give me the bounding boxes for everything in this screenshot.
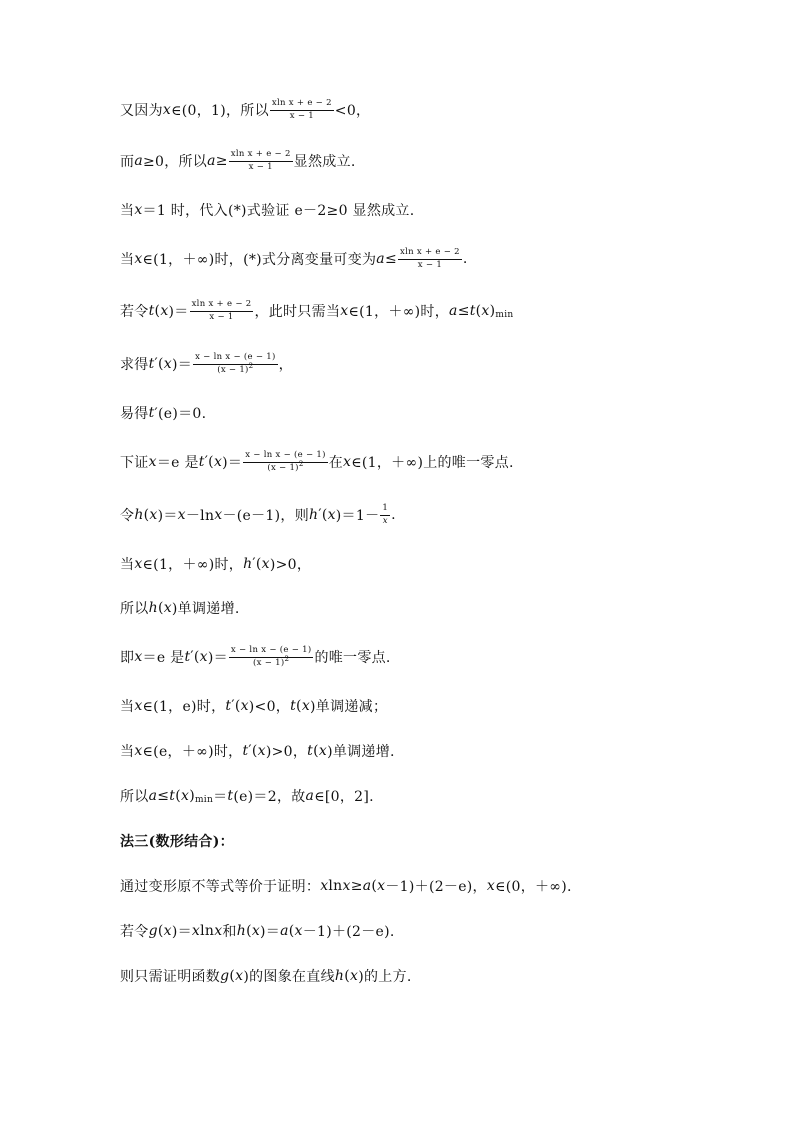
text: 当 [120,744,135,760]
var: t [184,649,191,665]
text: ＝ [213,789,228,805]
text: 法三(数形结合)： [120,834,234,850]
text: 易得 [120,406,149,422]
fraction-numerator: xln x + e − 2 [190,300,254,312]
text: ( [157,600,164,616]
text: ′( [190,649,200,665]
line-5 [120,291,514,331]
line-17 [120,866,572,906]
superscript: 2 [284,654,290,663]
var: x [251,923,261,939]
var: x [294,923,303,939]
text: ≤ [384,251,397,267]
var: x [235,968,244,984]
text: ( [344,968,350,984]
var: h [334,968,345,984]
text: ( [475,303,482,319]
fraction-numerator: xln x + e − 2 [270,99,334,111]
fraction [398,248,462,271]
text: ′( [318,507,328,523]
text: ′( [252,556,262,572]
text: －1)＋(2－e)， [385,879,487,895]
text: 即 [120,650,135,666]
var: h [134,507,144,523]
text: )单调递减； [310,699,388,715]
line-9 [120,495,396,535]
text: )单调递增. [327,744,395,760]
line-3 [120,190,414,230]
var: t [148,356,155,372]
var: t [290,698,297,714]
var: x [134,202,143,218]
var: x [214,923,223,939]
var: x [134,698,143,714]
var: x [481,303,490,319]
text: ( [175,788,181,804]
var: a [134,153,143,169]
text: 若令 [120,924,149,940]
text: 的唯一零点. [314,650,391,666]
text: ( [296,698,302,714]
text: )＝ [168,304,189,320]
text: 在 [328,455,344,471]
fraction-denominator [215,361,255,376]
fraction-numerator: x − ln x − (e − 1) [229,646,314,658]
text: )＝1－ [335,508,380,524]
superscript: 2 [298,459,304,468]
text: 当 [120,557,135,573]
var: x [301,698,311,714]
var: t [242,743,249,759]
var: t [198,454,205,470]
fraction [229,646,314,669]
text: <0， [334,103,371,119]
text: ∈(e，＋∞)时， [142,744,243,760]
var: a [449,303,458,319]
var: x [342,878,351,894]
text: . [391,507,396,523]
text: 下证 [120,455,149,471]
text: ≥0，所以 [142,154,208,170]
text: 当 [120,699,135,715]
var: t [307,743,314,759]
text: )<0， [248,699,291,715]
var: h [309,507,319,523]
text: 又因为 [120,103,163,119]
var: h [148,600,158,616]
var: x [350,968,359,984]
text: ′( [248,743,258,759]
text: 所以 [120,789,149,805]
text: (e)＝2，故 [233,789,306,805]
line-14 [120,731,395,771]
line-1 [120,90,370,130]
denominator-base: (x − 1) [217,364,249,375]
text: ( [143,507,150,523]
text: ＝e 是 [156,455,199,471]
var: t [169,788,176,804]
subscript: min [495,310,514,320]
var: t [227,788,234,804]
var: x [181,788,190,804]
text: ( [371,878,378,894]
line-13 [120,686,387,726]
var: a [362,878,372,894]
section-heading [120,821,234,861]
text: ∈(1，e)时， [142,699,226,715]
var: x [163,923,172,939]
text: )>0， [269,557,312,573]
var: h [236,923,247,939]
text: )单调递增. [171,601,240,617]
fraction-numerator: xln x + e − 2 [398,248,462,260]
text: ， [278,357,293,373]
text: ′( [154,356,164,372]
denominator-base: (x − 1) [267,462,299,473]
text: 令 [120,508,135,524]
var: x [134,556,143,572]
fraction [243,451,328,474]
text: 则只需证明函数 [120,969,221,985]
text: ＝1 时，代入(*)式验证 e－2≥0 显然成立. [142,203,415,219]
text: ∈(1，＋∞)时， [142,557,244,573]
text: )＝ [260,924,281,940]
text: ( [313,743,319,759]
line-8 [120,442,514,482]
text: ≥ [350,878,363,894]
var: x [343,454,352,470]
var: x [163,600,172,616]
text: 而 [120,154,135,170]
text: －(e－1)，则 [222,508,310,524]
var: x [199,649,208,665]
line-19 [120,956,412,996]
fraction [380,504,390,527]
text: ′(e)＝0. [154,406,207,422]
fraction [193,353,278,376]
var: x [261,556,270,572]
text: ( [229,968,236,984]
var: x [160,303,169,319]
line-15 [120,776,374,816]
line-7 [120,393,206,433]
line-11 [120,588,240,628]
var: x [486,878,496,894]
text: ∈(1，＋∞)时， [348,304,450,320]
text: 当 [120,252,135,268]
fraction-numerator: xln x + e − 2 [229,150,293,162]
var: g [220,968,230,984]
var: x [134,743,143,759]
text: 显然成立. [293,154,356,170]
fraction-numerator: x − ln x − (e − 1) [193,353,278,365]
var: x [163,356,172,372]
text: )＝ [207,650,228,666]
line-2 [120,141,356,181]
text: )＝ [171,924,192,940]
var: x [340,303,349,319]
var: a [207,153,216,169]
line-4 [120,239,468,279]
var: g [148,923,158,939]
text: ∈(1，＋∞)时，(*)式分离变量可变为 [142,252,377,268]
fraction [270,99,334,122]
var: x [327,507,336,523]
text: ，此时只需当 [254,304,341,320]
var: a [280,923,289,939]
text: ∈(0，1)，所以 [171,103,269,119]
denominator-base: (x − 1) [253,657,285,668]
text: ∈(0，＋∞). [495,879,572,895]
var: x [240,698,249,714]
var: t [148,405,155,421]
text: )＝ [157,508,178,524]
fraction-denominator: x − 1 [289,110,314,121]
text: ln [328,878,343,894]
text: ( [154,303,161,319]
var: x [257,743,266,759]
var: x [149,507,158,523]
text: )＝ [222,455,243,471]
var: x [318,743,328,759]
text: )>0， [265,744,308,760]
var: t [148,303,155,319]
text: ≤ [457,303,470,319]
line-10 [120,544,311,584]
subscript: min [194,795,214,805]
fraction-denominator: x − 1 [417,259,443,270]
fraction-denominator: x − 1 [248,161,273,172]
text: . [462,251,468,267]
var: t [225,698,232,714]
var: a [305,788,315,804]
text: ( [246,923,252,939]
var: x [148,454,157,470]
var: a [148,788,158,804]
var: x [320,878,329,894]
text: ) [189,788,195,804]
var: x [134,251,143,267]
text: ) [489,303,496,319]
fraction-denominator: x [382,515,388,526]
fraction-numerator: x − ln x − (e − 1) [243,451,328,463]
fraction-denominator [265,459,305,474]
text: ∈[0，2]. [314,789,374,805]
var: t [469,303,476,319]
text: －ln [185,508,215,524]
var: x [214,507,223,523]
var: a [376,251,385,267]
text: ln [200,923,215,939]
text: ＝e 是 [142,650,185,666]
text: 求得 [120,357,149,373]
text: )的上方. [358,969,412,985]
text: 通过变形原不等式等价于证明： [120,879,321,895]
var: x [177,507,186,523]
fraction-denominator: x − 1 [209,311,234,322]
fraction [190,300,254,323]
text: )＝ [172,357,193,373]
text: －1)＋(2－e). [302,924,395,940]
text: ( [288,923,295,939]
text: ′( [204,454,214,470]
text: ≤ [157,788,170,804]
var: x [162,102,172,118]
text: 当 [120,203,135,219]
superscript: 2 [248,361,254,370]
line-6 [120,344,293,384]
text: ≥ [215,153,228,169]
text: )的图象在直线 [243,969,335,985]
text: ( [157,923,164,939]
text: ∈(1，＋∞)上的唯一零点. [351,455,514,471]
line-12 [120,637,391,677]
fraction-numerator: 1 [380,504,390,516]
text: ′( [231,698,241,714]
line-18 [120,911,395,951]
fraction [229,150,293,173]
text: 若令 [120,304,149,320]
var: x [213,454,223,470]
fraction-denominator [251,654,291,669]
var: x [134,649,143,665]
text: 和 [222,924,237,940]
var: h [243,556,253,572]
var: x [377,878,386,894]
var: x [191,923,201,939]
text: 所以 [120,601,149,617]
